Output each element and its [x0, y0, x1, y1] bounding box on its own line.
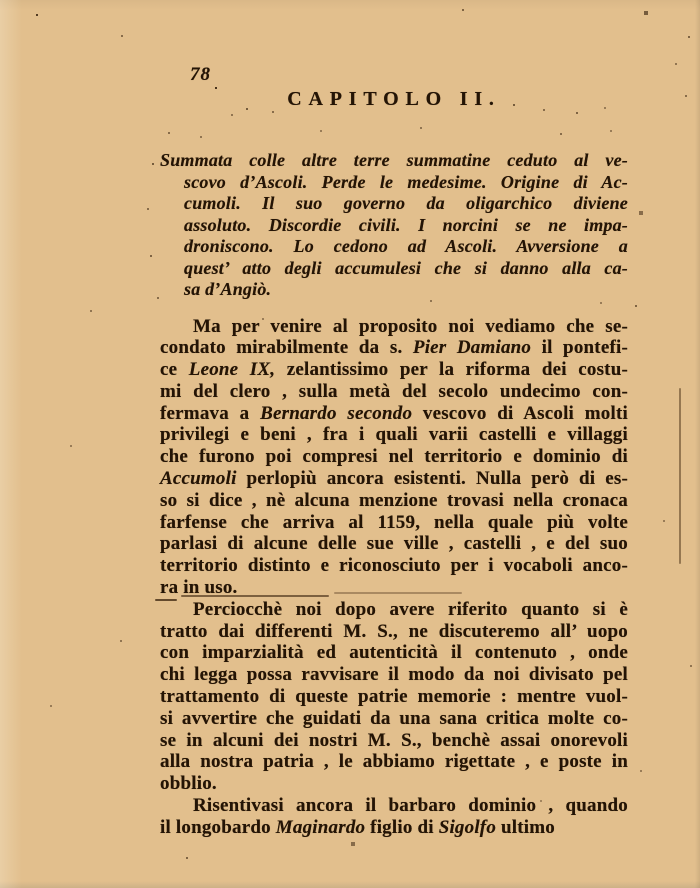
- text-line: con imparzialità ed autenticità il contenuto , onde: [160, 642, 628, 664]
- text-line: Perciocchè noi dopo avere riferito quanto si è: [193, 598, 628, 620]
- scan-artifact-vertical-line: [679, 388, 681, 564]
- paragraph: [160, 599, 628, 795]
- text-line: ra in uso.: [160, 577, 238, 599]
- text-line: parlasi di alcune delle sue ville , castelli , e del suo: [160, 533, 628, 555]
- summary-line: sa d’Angiò.: [184, 279, 272, 299]
- text-line: trattamento di queste patrie memorie : mentre vuol-: [160, 686, 628, 708]
- summary-line: quest’ atto degli accumulesi che si danno alla ca-: [184, 257, 628, 278]
- paragraph: [160, 316, 628, 599]
- text-line: alla nostra patria , le abbiamo rigettate , e poste in: [160, 751, 628, 773]
- text-line: che furono poi compresi nel territorio e dominio di: [160, 446, 628, 468]
- text-line: farfense che arriva al 1159, nella quale più volte: [160, 511, 628, 533]
- text-line: obblio.: [160, 773, 217, 795]
- text-block: [160, 150, 628, 839]
- text-line: Ma per venire al proposito noi vediamo che se-: [193, 315, 628, 337]
- chapter-summary: [160, 150, 628, 301]
- summary-line: Summata colle altre terre summatine ceduto al ve-: [160, 150, 628, 170]
- summary-line: scovo d’Ascoli. Perde le medesime. Origine di Ac-: [184, 171, 628, 192]
- text-line: Accumoli perlopiù ancora esistenti. Nulla però di es-: [160, 468, 628, 490]
- text-line: ce Leone IX, zelantissimo per la riforma dei costu-: [160, 359, 628, 381]
- text-line: si avvertire che guidati da una sana critica molte co-: [160, 707, 628, 729]
- text-line: fermava a Bernardo secondo vescovo di Ascoli molti: [160, 402, 628, 424]
- text-line: mi del clero , sulla metà del secolo undecimo con-: [160, 380, 628, 402]
- text-line: chi legga possa ravvisare il modo da noi divisato pel: [160, 664, 628, 686]
- text-line: condato mirabilmente da s. Pier Damiano il pontefi-: [160, 337, 628, 359]
- page-number: 78: [190, 64, 211, 85]
- text-line: territorio distinto e riconosciuto per i vocaboli anco-: [160, 555, 628, 577]
- text-line: tratto dai differenti M. S., ne discuteremo all’ uopo: [160, 620, 628, 642]
- text-line: Risentivasi ancora il barbaro dominio , quando: [193, 795, 628, 817]
- text-line: il longobardo Maginardo figlio di Sigolfo ultimo: [160, 816, 555, 838]
- summary-line: droniscono. Lo cedono ad Ascoli. Avversione a: [184, 236, 628, 256]
- text-line: privilegi e beni , fra i quali varii castelli e villaggi: [160, 424, 628, 446]
- scan-noise-speckles: [0, 0, 2, 2]
- body-text: [160, 316, 628, 839]
- text-line: se in alcuni dei nostri M. S., benchè assai onorevoli: [160, 729, 628, 751]
- chapter-heading: CAPITOLO II.: [287, 88, 501, 110]
- summary-line: cumoli. Il suo governo da oligarchico diviene: [184, 193, 628, 213]
- paragraph: [160, 795, 628, 839]
- summary-line: assoluto. Discordie civili. I norcini se ne impa-: [184, 214, 628, 235]
- text-line: so si dice , nè alcuna menzione trovasi nella cronaca: [160, 489, 628, 511]
